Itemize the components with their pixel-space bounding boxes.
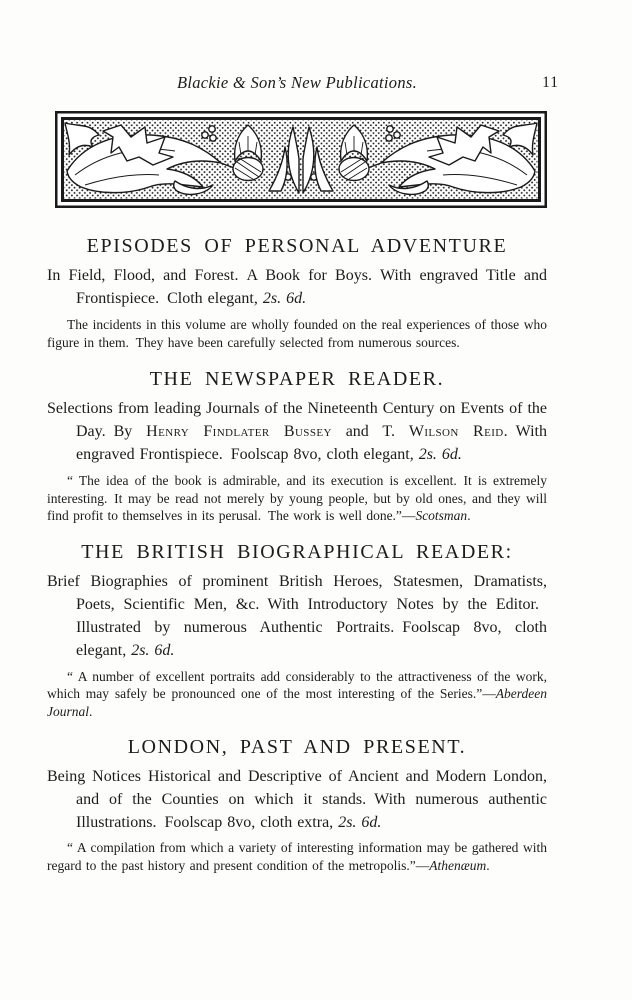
book-description (47, 765, 547, 834)
quote-text: “ A compilation from which a variety of interesting information may be gathered with regard to the past history and present condition of the metropolis.”— (47, 840, 547, 873)
thistle-foliage-engraving-icon (55, 111, 547, 208)
description-text: Selections from leading Journals of the Nineteenth Century on Events of the Day. By (47, 400, 547, 440)
book-title: EPISODES OF PERSONAL ADVENTURE (86, 235, 508, 257)
book-title: LONDON, PAST AND PRESENT. (127, 736, 467, 758)
book-description (47, 570, 547, 662)
price: 2s. 6d. (131, 641, 175, 659)
book-description (47, 397, 547, 466)
review-quote (47, 839, 547, 874)
quote-text: “ The idea of the book is admirable, and its execution is excellent. It is extremely interesting. It may be read not merely by young people, but by old ones, and they will find profit to themselves in its perusal. The work is well done.”— (47, 473, 547, 523)
book-title: THE BRITISH BIOGRAPHICAL READER: (81, 540, 513, 563)
description-text: In Field, Flood, and Forest. A Book for Boys. With engraved Title and Frontispiece. Cloth elegant, (47, 267, 547, 307)
price: 2s. 6d. (418, 446, 462, 463)
price: 2s. 6d. (338, 814, 382, 831)
quote-text: . (467, 508, 471, 523)
publisher-note (47, 316, 547, 351)
book-entry-newspaper-reader (47, 367, 547, 525)
price: 2s. 6d. (262, 290, 307, 307)
running-header (47, 73, 559, 92)
book-entry-london-past-present (47, 735, 547, 874)
review-attribution: Aberdeen Journal (47, 686, 547, 719)
description-text: and T. (331, 423, 409, 440)
quote-text: . (486, 857, 490, 873)
book-entry-episodes (47, 234, 547, 351)
review-quote (47, 668, 547, 721)
note-text: The incidents in this volume are wholly founded on the real experiences of those who figure in them. They have been carefully selected from numerous sources. (47, 317, 547, 350)
quote-text: “ A number of excellent portraits add considerably to the attractiveness of the work, which may safely be pronounced one of the most interesting of the Series.”— (47, 668, 547, 701)
author-name: Wilson Reid (408, 423, 504, 440)
description-text: Brief Biographies of prominent British Heroes, Statesmen, Dramatists, Poets, Scientific Men, &c. With Introductory Notes by the Editor. Illustrated by numerous Authentic Portraits. Foolscap 8vo, cloth elegant, (47, 572, 547, 659)
book-entry-british-biographical-reader (47, 540, 547, 721)
book-description (47, 264, 547, 310)
running-title: Blackie & Son’s New Publications. (176, 73, 418, 92)
review-quote (47, 472, 547, 525)
page-number: 11 (542, 74, 559, 91)
page-content (47, 73, 559, 874)
review-attribution: Athenæum (429, 857, 487, 873)
review-attribution: Scotsman (415, 508, 468, 523)
book-title: THE NEWSPAPER READER. (149, 368, 445, 390)
quote-text: . (89, 703, 93, 719)
author-name: Henry Findlater Bussey (146, 423, 332, 440)
description-text: . With engraved Frontispiece. Foolscap 8vo, cloth elegant, (76, 423, 547, 463)
ornament-banner (55, 111, 547, 208)
description-text: Being Notices Historical and Descriptive of Ancient and Modern London, and of the Counties on which it stands. With numerous authentic Illustrations. Foolscap 8vo, cloth extra, (47, 768, 547, 831)
